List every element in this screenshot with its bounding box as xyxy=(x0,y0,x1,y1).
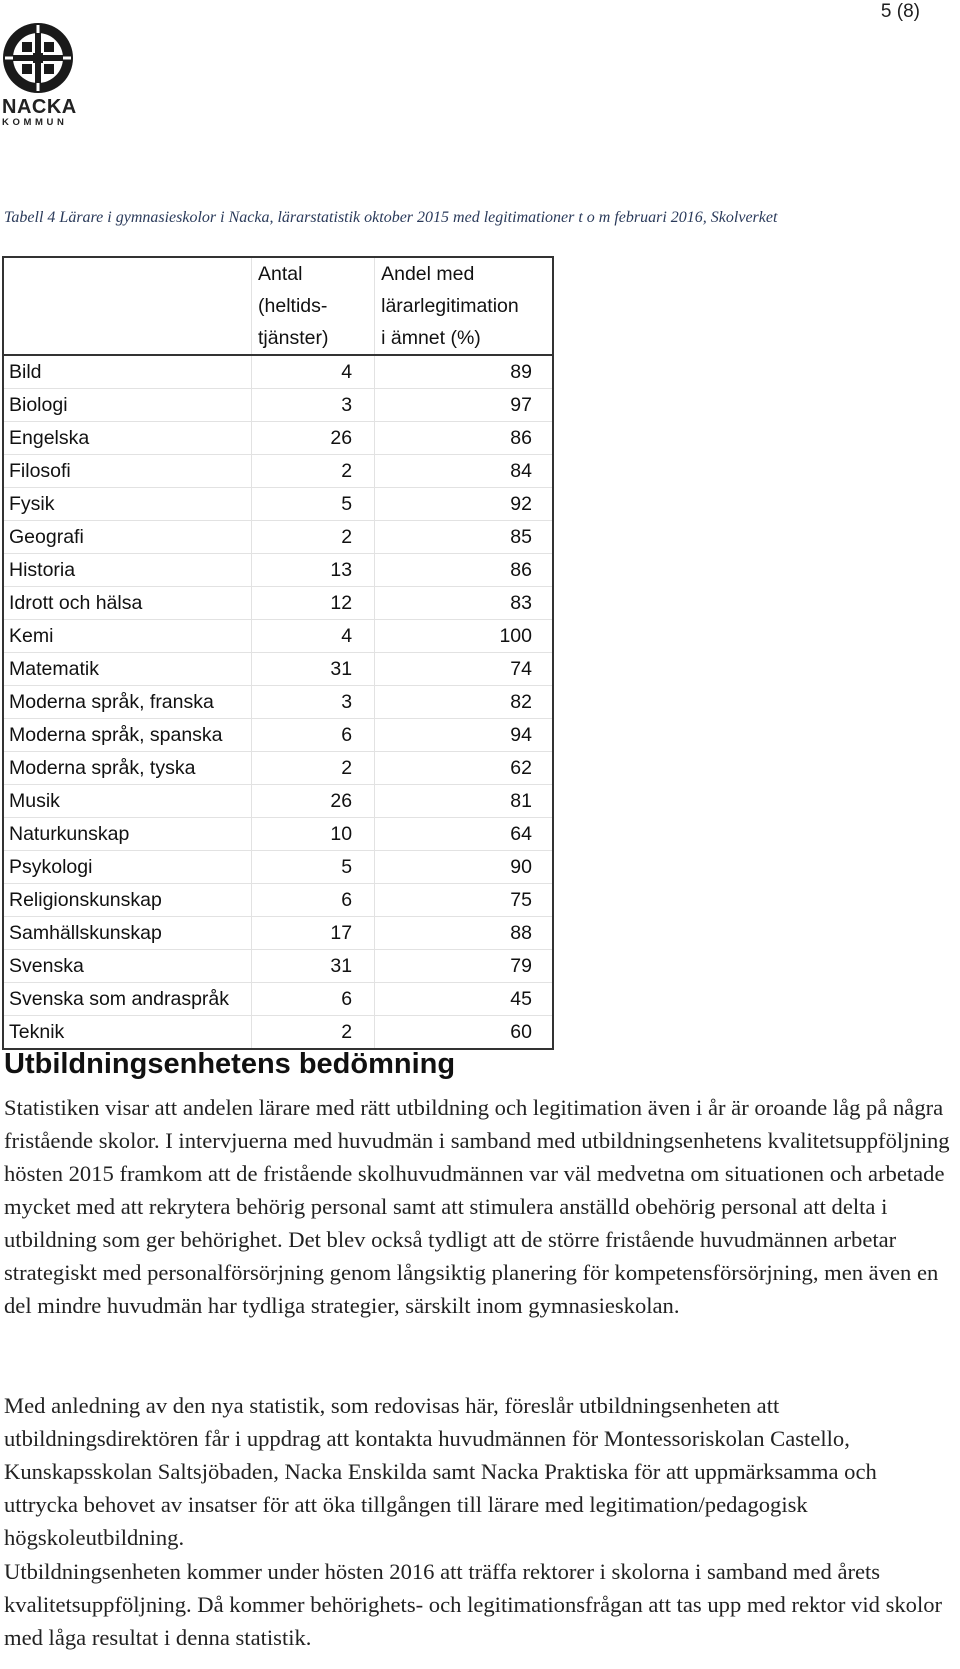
table-row xyxy=(3,554,553,587)
count-cell: 5 xyxy=(252,851,375,884)
table-row xyxy=(3,752,553,785)
count-cell: 13 xyxy=(252,554,375,587)
share-cell: 100 xyxy=(375,620,553,653)
subject-cell: Bild xyxy=(3,355,252,389)
table-row xyxy=(3,884,553,917)
count-cell: 26 xyxy=(252,422,375,455)
share-cell: 88 xyxy=(375,917,553,950)
share-cell: 86 xyxy=(375,422,553,455)
header-count-line: Antal xyxy=(258,263,303,285)
count-cell: 4 xyxy=(252,620,375,653)
subject-cell: Svenska som andraspråk xyxy=(3,983,252,1016)
share-cell: 64 xyxy=(375,818,553,851)
share-cell: 75 xyxy=(375,884,553,917)
share-cell: 82 xyxy=(375,686,553,719)
nacka-kommun-logo xyxy=(2,22,78,128)
table-row xyxy=(3,455,553,488)
assessment-paragraph: Med anledning av den nya statistik, som redovisas här, föreslår utbildningsenheten att utbildningsdirektören får i uppdrag att kontakta huvudmännen för Montessoriskolan Castello, Kunskapsskolan Saltsjöbaden, Nacka Enskilda samt Nacka Praktiska för att uppmärksamma och uttrycka behovet av insatser för att öka tillgången till lärare med legitimation/pedagogisk högskoleutbildning. xyxy=(4,1393,877,1550)
subject-cell: Naturkunskap xyxy=(3,818,252,851)
subject-cell: Idrott och hälsa xyxy=(3,587,252,620)
logo-name: NACKA xyxy=(2,96,77,118)
subject-cell: Svenska xyxy=(3,950,252,983)
table-row xyxy=(3,950,553,983)
subject-cell: Moderna språk, franska xyxy=(3,686,252,719)
table-row xyxy=(3,587,553,620)
count-cell: 12 xyxy=(252,587,375,620)
share-cell: 92 xyxy=(375,488,553,521)
share-cell: 62 xyxy=(375,752,553,785)
header-subject xyxy=(3,257,252,355)
subject-cell: Teknik xyxy=(3,1016,252,1050)
share-cell: 74 xyxy=(375,653,553,686)
count-cell: 2 xyxy=(252,521,375,554)
count-cell: 4 xyxy=(252,355,375,389)
logo-subtitle: KOMMUN xyxy=(2,117,68,128)
table-row xyxy=(3,488,553,521)
nacka-emblem-icon xyxy=(2,22,74,94)
count-cell: 2 xyxy=(252,752,375,785)
table-row xyxy=(3,521,553,554)
assessment-paragraph: Statistiken visar att andelen lärare med rätt utbildning och legitimation även i år är oroande låg på några fristående skolor. I intervjuerna med huvudmän i samband med utbildningsenhetens kvalitetsuppföljning hösten 2015 framkom att de fristående skolhuvudmännen var väl medvetna om situationen och arbetade mycket med att rekrytera behörig personal samt att stimulera anställd obehörig personal att delta i utbildning som ger behörighet. Det blev också tydligt att de större fristående huvudmännen arbetar strategiskt med personalförsörjning genom långsiktig planering för kompetensförsörjning, men även en del mindre huvudmän har tydliga strategier, särskilt inom gymnasieskolan. xyxy=(4,1095,950,1318)
share-cell: 86 xyxy=(375,554,553,587)
subject-cell: Engelska xyxy=(3,422,252,455)
table-caption: Tabell 4 Lärare i gymnasieskolor i Nacka, lärarstatistik oktober 2015 med legitimationer t o m februari 2016, Skolverket xyxy=(4,209,778,226)
table-row xyxy=(3,389,553,422)
count-cell: 6 xyxy=(252,983,375,1016)
header-count-line: (heltids- xyxy=(258,295,328,317)
table-row xyxy=(3,1016,553,1050)
table-row xyxy=(3,719,553,752)
header-share-line: Andel med xyxy=(381,263,475,285)
count-cell: 2 xyxy=(252,455,375,488)
subject-cell: Musik xyxy=(3,785,252,818)
table-row xyxy=(3,355,553,389)
table-row xyxy=(3,620,553,653)
share-cell: 97 xyxy=(375,389,553,422)
count-cell: 6 xyxy=(252,884,375,917)
subject-cell: Matematik xyxy=(3,653,252,686)
share-cell: 79 xyxy=(375,950,553,983)
assessment-paragraph: Utbildningsenheten kommer under hösten 2016 att träffa rektorer i skolorna i samband med årets kvalitetsuppföljning. Då kommer behörighets- och legitimationsfrågan att tas upp med rektor vid skolor med låga resultat i denna statistik. xyxy=(4,1559,943,1650)
count-cell: 3 xyxy=(252,389,375,422)
count-cell: 31 xyxy=(252,653,375,686)
subject-cell: Biologi xyxy=(3,389,252,422)
table-row xyxy=(3,983,553,1016)
table-row xyxy=(3,686,553,719)
table-row xyxy=(3,917,553,950)
subject-cell: Psykologi xyxy=(3,851,252,884)
header-share xyxy=(375,257,553,355)
count-cell: 31 xyxy=(252,950,375,983)
subject-cell: Filosofi xyxy=(3,455,252,488)
teacher-statistics-table xyxy=(2,256,554,1050)
share-cell: 89 xyxy=(375,355,553,389)
table-row xyxy=(3,653,553,686)
table-row xyxy=(3,422,553,455)
share-cell: 94 xyxy=(375,719,553,752)
table-row xyxy=(3,818,553,851)
subject-cell: Kemi xyxy=(3,620,252,653)
share-cell: 60 xyxy=(375,1016,553,1050)
subject-cell: Moderna språk, tyska xyxy=(3,752,252,785)
header-share-line: lärarlegitimation xyxy=(381,295,519,317)
share-cell: 45 xyxy=(375,983,553,1016)
subject-cell: Fysik xyxy=(3,488,252,521)
share-cell: 83 xyxy=(375,587,553,620)
count-cell: 17 xyxy=(252,917,375,950)
count-cell: 26 xyxy=(252,785,375,818)
count-cell: 3 xyxy=(252,686,375,719)
subject-cell: Samhällskunskap xyxy=(3,917,252,950)
page-number: 5 (8) xyxy=(880,1,920,22)
header-count xyxy=(252,257,375,355)
share-cell: 85 xyxy=(375,521,553,554)
header-count-line: tjänster) xyxy=(258,327,329,349)
table-row xyxy=(3,785,553,818)
share-cell: 81 xyxy=(375,785,553,818)
table-body xyxy=(3,355,553,1049)
count-cell: 10 xyxy=(252,818,375,851)
subject-cell: Historia xyxy=(3,554,252,587)
subject-cell: Moderna språk, spanska xyxy=(3,719,252,752)
count-cell: 5 xyxy=(252,488,375,521)
share-cell: 84 xyxy=(375,455,553,488)
table-header-row xyxy=(3,257,553,355)
section-heading: Utbildningsenhetens bedömning xyxy=(4,1048,456,1080)
subject-cell: Geografi xyxy=(3,521,252,554)
table-row xyxy=(3,851,553,884)
count-cell: 2 xyxy=(252,1016,375,1050)
share-cell: 90 xyxy=(375,851,553,884)
header-share-line: i ämnet (%) xyxy=(381,327,481,349)
count-cell: 6 xyxy=(252,719,375,752)
subject-cell: Religionskunskap xyxy=(3,884,252,917)
